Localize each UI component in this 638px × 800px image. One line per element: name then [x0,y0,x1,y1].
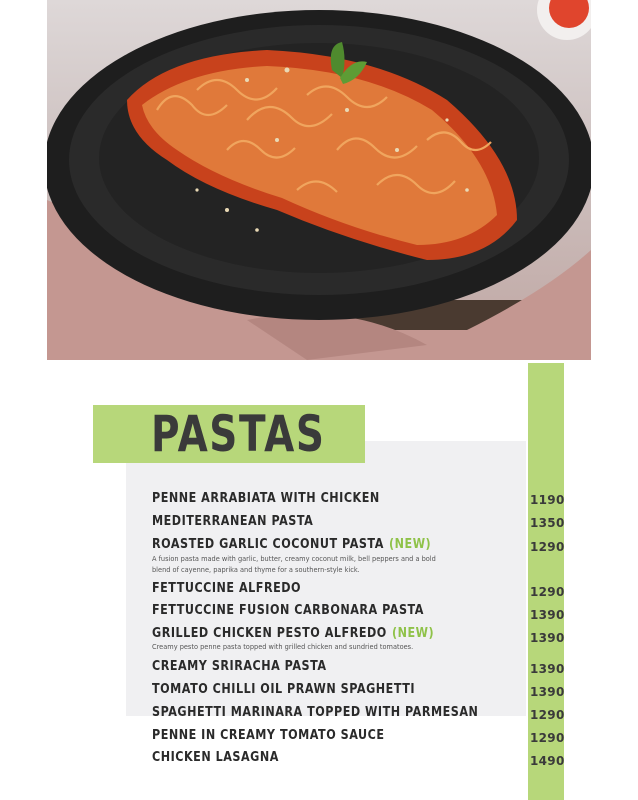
new-badge: (NEW) [389,537,432,552]
menu-item-price: 1390 [530,685,565,699]
menu-item-name: SPAGHETTI MARINARA TOPPED WITH PARMESAN [152,705,479,720]
menu-item-description: Creamy pesto penne pasta topped with grilled chicken and sundried tomatoes. [152,643,414,651]
menu-item-price: 1390 [530,631,565,645]
menu-item-with-badge [152,626,434,641]
menu-item-price: 1290 [530,731,565,745]
menu-item-name: TOMATO CHILLI OIL PRAWN SPAGHETTI [152,682,416,697]
menu-item-with-badge [152,537,431,552]
menu-item-price: 1190 [530,493,565,507]
menu-item-name: CHICKEN LASAGNA [152,750,279,765]
menu-item-price: 1490 [530,754,565,768]
menu-item-name: PENNE ARRABIATA WITH CHICKEN [152,491,380,506]
menu-item-price: 1390 [530,608,565,622]
menu-panel [126,441,526,716]
new-badge: (NEW) [391,626,435,641]
hero-image [47,0,591,360]
menu-item-name: MEDITERRANEAN PASTA [152,514,314,529]
menu-item-description: A fusion pasta made with garlic, butter, creamy coconut milk, bell peppers and a bold blend of cayenne, paprika and thyme for a southern-style kick. [152,555,436,574]
menu-item-name: FETTUCCINE ALFREDO [152,581,302,596]
page-title: PASTAS [151,405,326,463]
menu-item-name: FETTUCCINE FUSION CARBONARA PASTA [152,603,424,618]
pasta-plate-illustration [47,0,591,360]
menu-item-name: ROASTED GARLIC COCONUT PASTA [152,537,384,552]
menu-item-name: CREAMY SRIRACHA PASTA [152,659,327,674]
menu-item-name: GRILLED CHICKEN PESTO ALFREDO [152,626,387,641]
menu-item-name: PENNE IN CREAMY TOMATO SAUCE [152,728,385,743]
menu-item-price: 1390 [530,662,565,676]
menu-item-price: 1290 [530,540,565,554]
menu-item-price: 1350 [530,516,565,530]
menu-item-price: 1290 [530,585,565,599]
menu-item-price: 1290 [530,708,565,722]
